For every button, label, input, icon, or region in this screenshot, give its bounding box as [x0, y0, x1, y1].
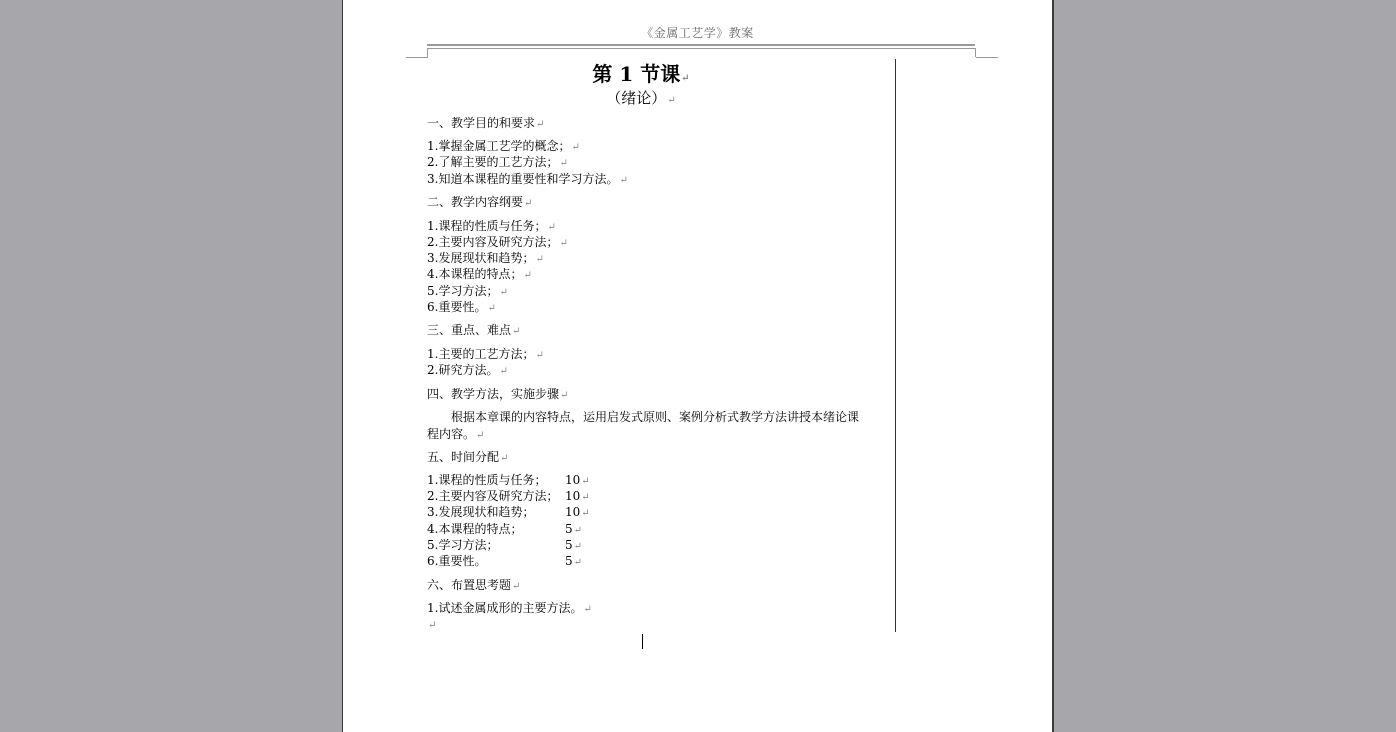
lesson-subtitle: （绪论）↵	[606, 89, 676, 107]
section-heading: 一、教学目的和要求↵	[427, 116, 545, 130]
time-value: 10↵	[565, 505, 590, 519]
section-heading: 六、布置思考题↵	[427, 578, 521, 592]
section-heading: 五、时间分配↵	[427, 450, 509, 464]
list-item: 2.主要内容及研究方法；↵	[427, 235, 568, 249]
list-item: 6.重要性。↵	[427, 300, 496, 314]
header-rule-thick	[427, 44, 975, 46]
header-rule-thin	[427, 48, 975, 49]
time-row: 6.重要性。	[427, 554, 487, 568]
list-item: 4.本课程的特点；↵	[427, 267, 532, 281]
list-item: 1.课程的性质与任务；↵	[427, 219, 556, 233]
margin-corner-mark-right-h	[976, 57, 998, 58]
text-cursor	[642, 634, 643, 649]
time-value: 5↵	[565, 554, 583, 568]
margin-corner-mark-left-h	[406, 57, 428, 58]
section-heading: 二、教学内容纲要↵	[427, 195, 533, 209]
list-item: 5.学习方法；↵	[427, 284, 508, 298]
list-item: 1.掌握金属工艺学的概念；↵	[427, 139, 580, 153]
time-value: 5↵	[565, 538, 583, 552]
text-boundary-line	[895, 59, 896, 632]
list-item: 1.试述金属成形的主要方法。↵	[427, 601, 592, 615]
time-row: 5.学习方法；	[427, 538, 499, 552]
document-page[interactable]	[342, 0, 1054, 732]
list-item: 1.主要的工艺方法；↵	[427, 347, 544, 361]
section-heading: 三、重点、难点↵	[427, 323, 521, 337]
margin-corner-mark-left	[427, 48, 428, 57]
empty-paragraph: ↵	[428, 620, 437, 631]
list-item: 2.了解主要的工艺方法；↵	[427, 155, 568, 169]
time-value: 5↵	[565, 522, 583, 536]
time-value: 10↵	[565, 473, 590, 487]
list-item: 3.发展现状和趋势；↵	[427, 251, 544, 265]
time-value: 10↵	[565, 489, 590, 503]
list-item: 2.研究方法。↵	[427, 363, 508, 377]
time-row: 4.本课程的特点；	[427, 522, 523, 536]
list-item: 3.知道本课程的重要性和学习方法。↵	[427, 172, 628, 186]
time-row: 1.课程的性质与任务；	[427, 473, 547, 487]
page-header: 《金属工艺学》教案	[641, 26, 754, 40]
time-row: 2.主要内容及研究方法；	[427, 489, 559, 503]
margin-corner-mark-right	[975, 48, 976, 57]
body-paragraph: 根据本章课的内容特点，运用启发式原则、案例分析式教学方法讲授本绪论课程内容。↵	[427, 410, 860, 441]
section-heading: 四、教学方法，实施步骤↵	[427, 387, 569, 401]
time-row: 3.发展现状和趋势；	[427, 505, 535, 519]
lesson-title: 第 1 节课↵	[592, 62, 690, 86]
